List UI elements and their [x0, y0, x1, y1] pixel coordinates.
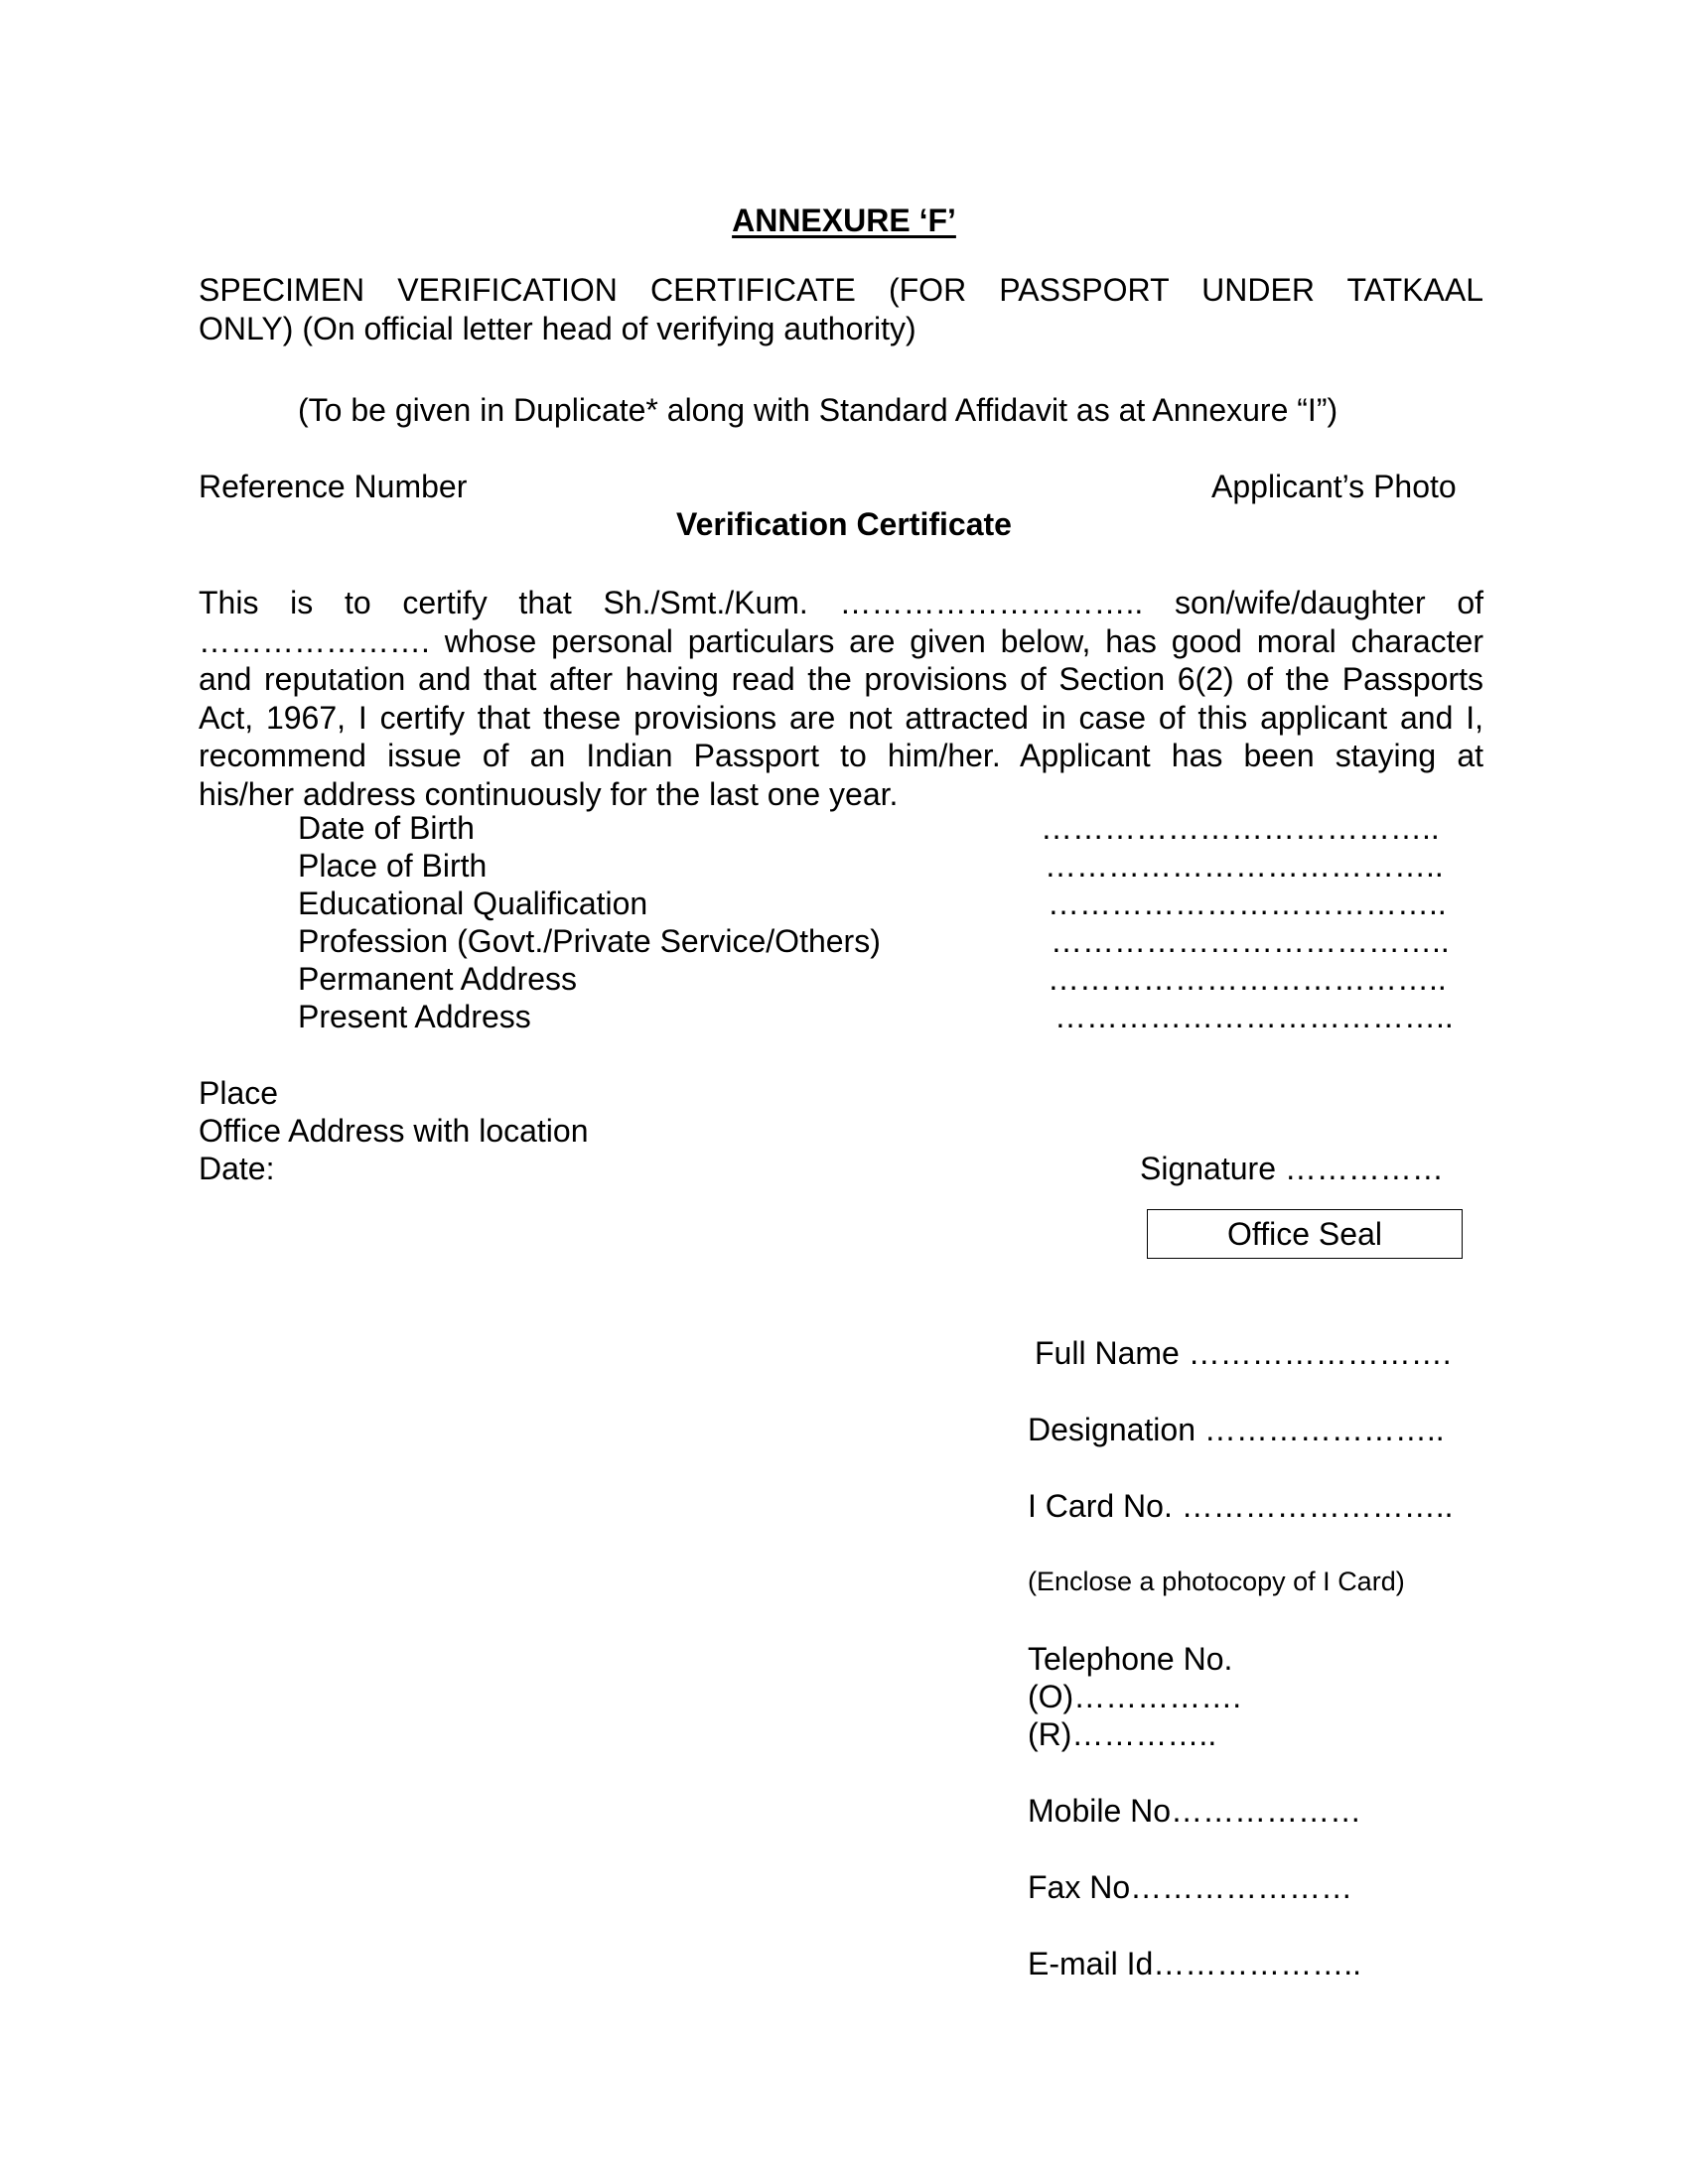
particular-label-present-address: Present Address	[298, 999, 531, 1034]
particular-value-education: ………………………………..	[1048, 886, 1447, 921]
email-label: E-mail Id………………..	[1028, 1946, 1362, 1981]
telephone-office: (O)…………….	[1028, 1679, 1242, 1714]
particular-value-place-of-birth: ………………………………..	[1045, 848, 1444, 884]
certificate-subtitle	[199, 271, 1483, 347]
particular-label-date-of-birth: Date of Birth	[298, 810, 475, 846]
certificate-heading: Verification Certificate	[676, 506, 1012, 542]
particular-label-profession: Profession (Govt./Private Service/Others)	[298, 923, 881, 959]
icard-note: (Enclose a photocopy of I Card)	[1028, 1567, 1405, 1596]
annexure-title: ANNEXURE ‘F’	[732, 203, 956, 238]
icard-label: I Card No. ……………………..	[1028, 1488, 1454, 1524]
particular-value-date-of-birth: ………………………………..	[1041, 810, 1440, 846]
applicant-photo-label: Applicant’s Photo	[1211, 469, 1457, 504]
full-name-label: Full Name …………………….	[1035, 1335, 1452, 1371]
date-label: Date:	[199, 1151, 275, 1186]
fax-label: Fax No…………………	[1028, 1869, 1353, 1905]
particular-label-education: Educational Qualification	[298, 886, 648, 921]
particular-value-profession: ………………………………..	[1051, 923, 1450, 959]
designation-label: Designation …………………..	[1028, 1412, 1445, 1447]
body-line: his/her address continuously for the last one year.	[199, 775, 899, 812]
office-address-label: Office Address with location	[199, 1113, 589, 1149]
body-line: and reputation and that after having read the provisions of Section 6(2) of the Passports	[199, 661, 1483, 697]
particular-label-permanent-address: Permanent Address	[298, 961, 578, 997]
reference-number-label: Reference Number	[199, 469, 468, 504]
particular-label-place-of-birth: Place of Birth	[298, 848, 488, 884]
telephone-residence: (R)…………..	[1028, 1716, 1217, 1752]
telephone-label: Telephone No.	[1028, 1641, 1233, 1677]
subtitle-line: SPECIMEN VERIFICATION CERTIFICATE (FOR PASSPORT UNDER TATKAAL	[199, 272, 1483, 308]
subtitle-line: ONLY) (On official letter head of verifying authority)	[199, 310, 916, 346]
instruction-text: (To be given in Duplicate* along with Standard Affidavit as at Annexure “I”)	[298, 392, 1338, 428]
mobile-label: Mobile No………………	[1028, 1793, 1362, 1829]
place-label: Place	[199, 1075, 279, 1111]
certificate-body	[199, 584, 1483, 813]
particular-value-permanent-address: ………………………………..	[1048, 961, 1447, 997]
body-line: Act, 1967, I certify that these provisions are not attracted in case of this applicant and I,	[199, 699, 1483, 736]
body-line: recommend issue of an Indian Passport to him/her. Applicant has been staying at	[199, 738, 1483, 773]
body-line: …………………. whose personal particulars are given below, has good moral character	[199, 622, 1483, 659]
office-seal-box	[1147, 1209, 1463, 1259]
office-seal-label: Office Seal	[1227, 1216, 1382, 1252]
particular-value-present-address: ………………………………..	[1055, 999, 1454, 1034]
signature-label: Signature ……………	[1140, 1151, 1444, 1186]
body-line: This is to certify that Sh./Smt./Kum. ……………………….. son/wife/daughter of	[199, 585, 1483, 620]
